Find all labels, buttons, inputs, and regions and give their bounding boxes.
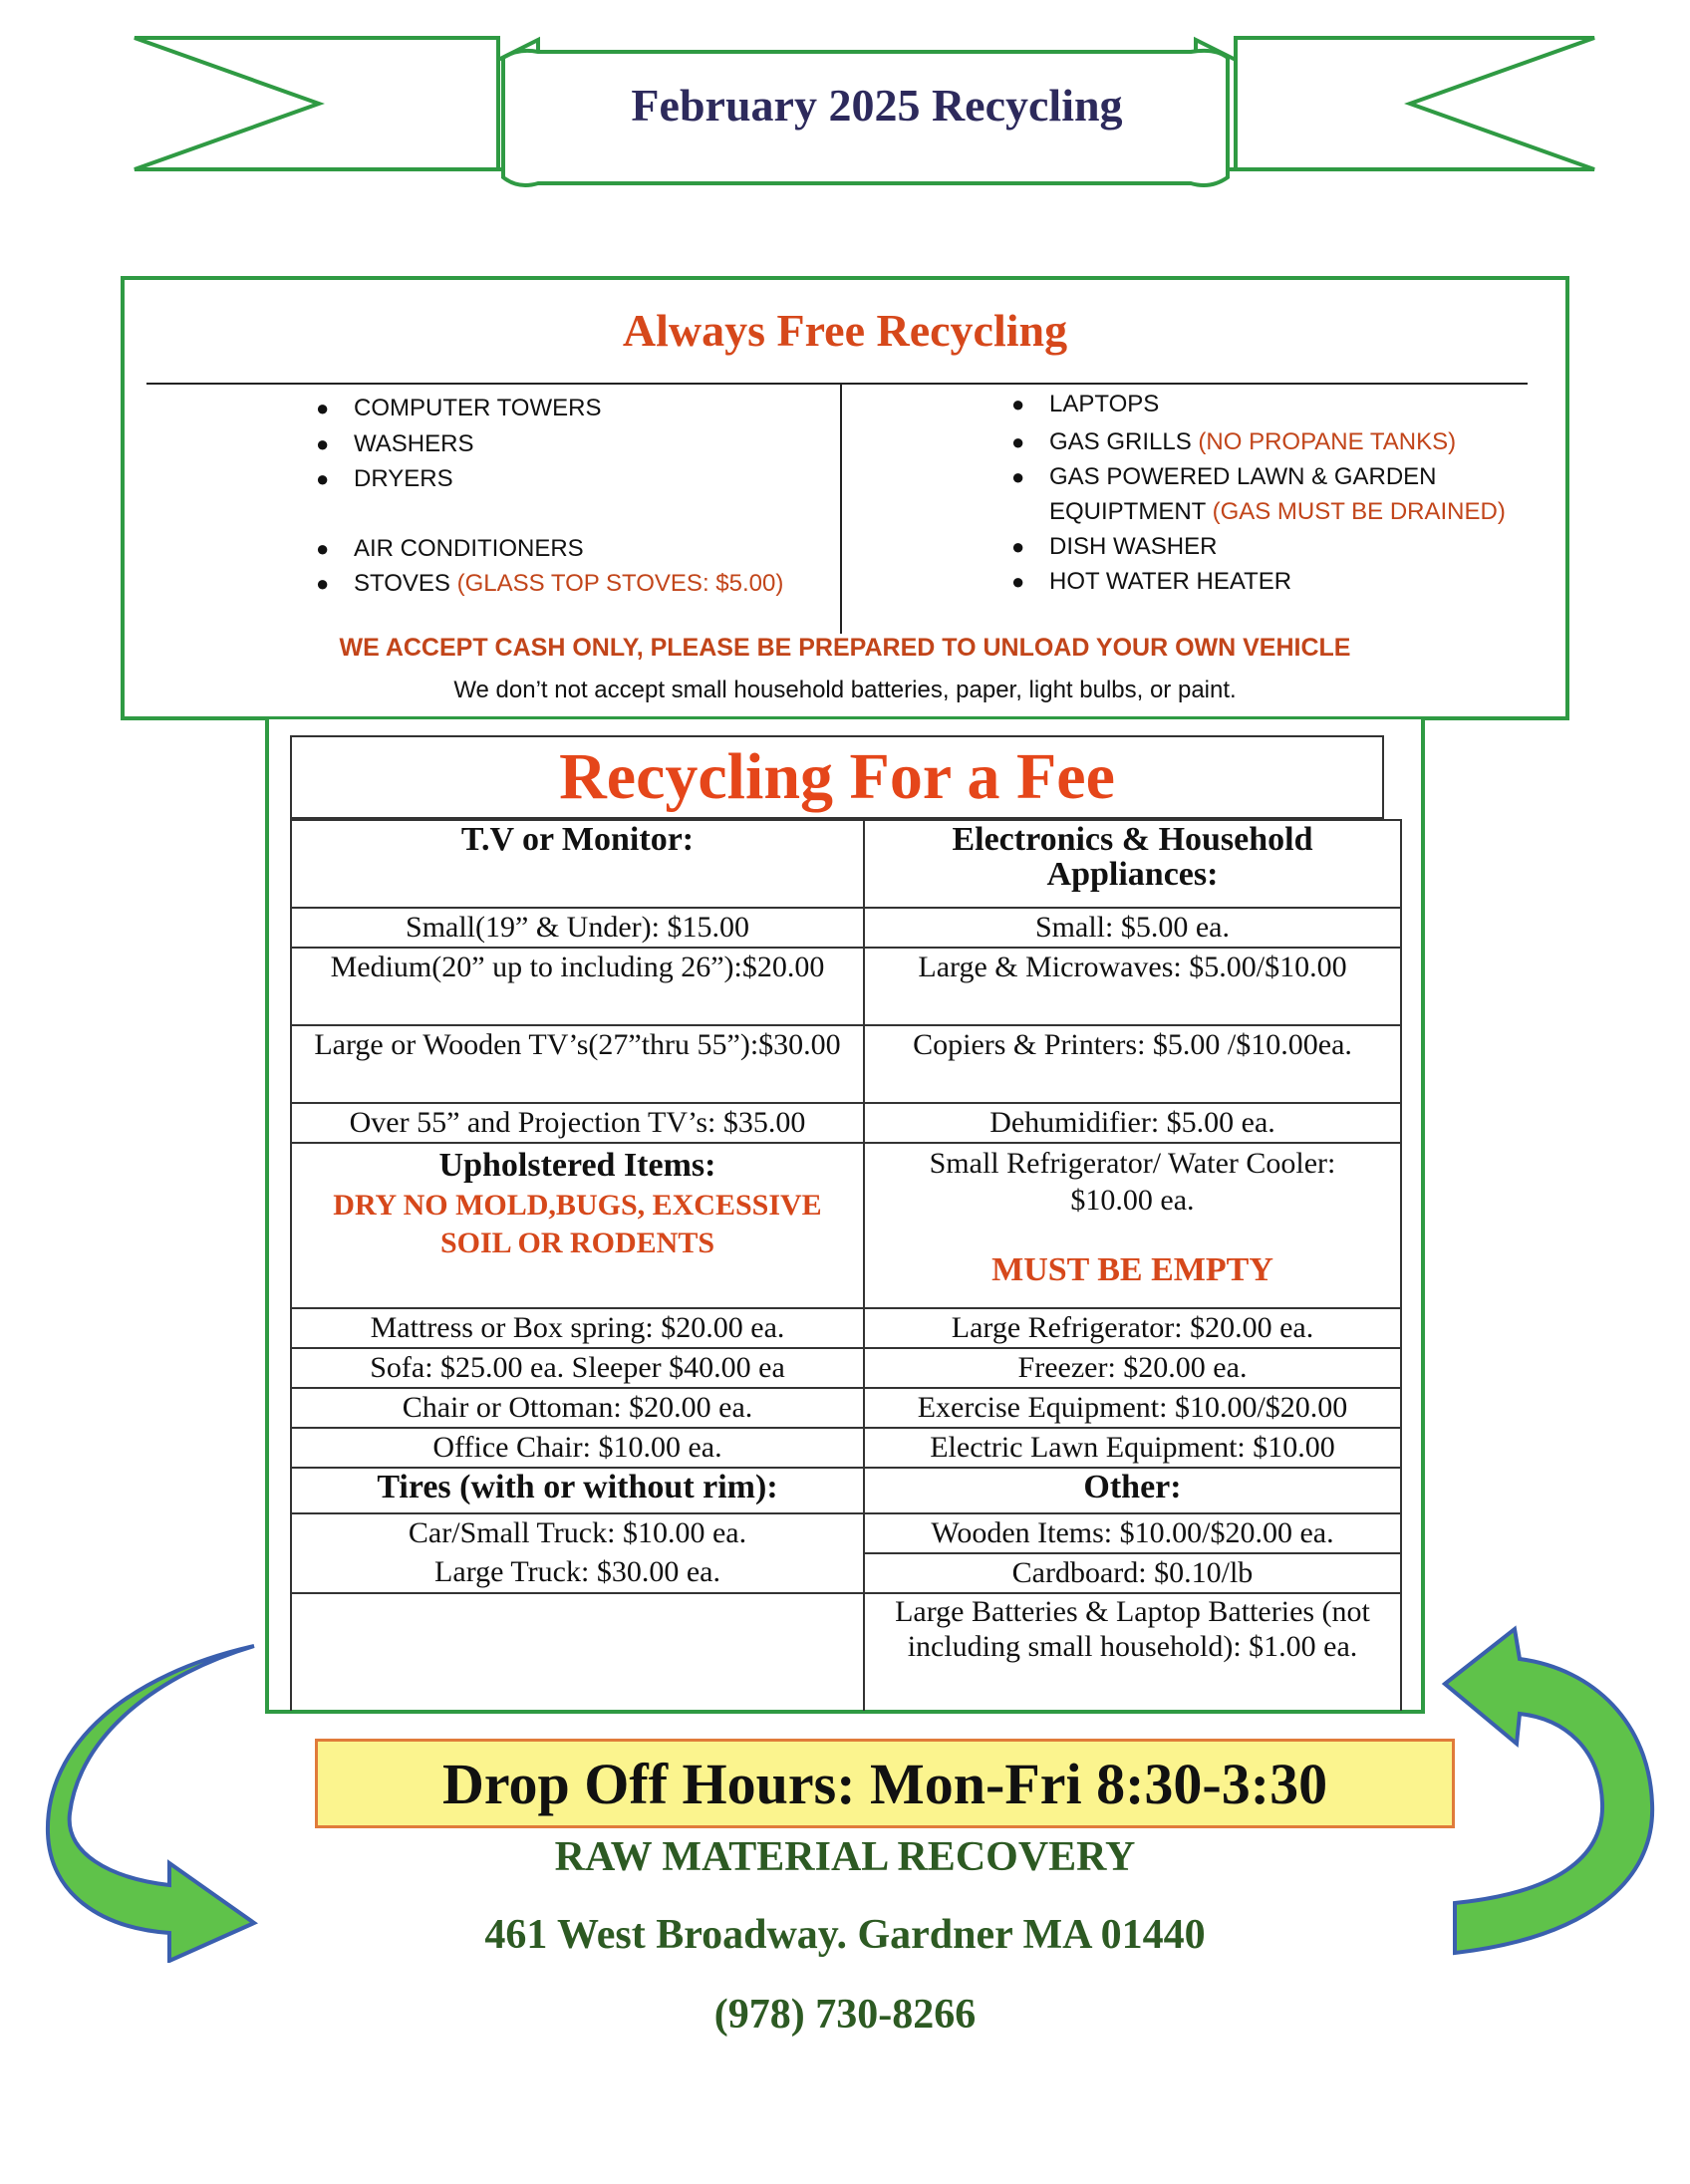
table-row	[291, 1553, 1401, 1593]
fee-recycling-title: Recycling For a Fee	[559, 740, 1115, 813]
drop-off-hours: Drop Off Hours: Mon-Fri 8:30-3:30	[315, 1739, 1455, 1828]
table-cell: Over 55” and Projection TV’s: $35.00	[291, 1103, 864, 1143]
table-cell: Freezer: $20.00 ea.	[864, 1348, 1401, 1388]
table-cell: Sofa: $25.00 ea. Sleeper $40.00 ea	[291, 1348, 864, 1388]
cash-only-note: WE ACCEPT CASH ONLY, PLEASE BE PREPARED TO UNLOAD YOUR OWN VEHICLE	[339, 634, 1351, 662]
table-row	[291, 1025, 1401, 1103]
other-header: Other:	[864, 1468, 1401, 1513]
table-row	[291, 1308, 1401, 1348]
table-cell: Small: $5.00 ea.	[864, 908, 1401, 948]
free-items-columns	[146, 383, 1528, 634]
table-cell: Large & Microwaves: $5.00/$10.00	[864, 948, 1401, 1025]
table-cell: Exercise Equipment: $10.00/$20.00	[864, 1388, 1401, 1428]
tires-header: Tires (with or without rim):	[291, 1468, 864, 1513]
free-recycling-title: Always Free Recycling	[622, 305, 1068, 356]
table-cell: Wooden Items: $10.00/$20.00 ea.	[864, 1513, 1401, 1553]
table-cell: Large Refrigerator: $20.00 ea.	[864, 1308, 1401, 1348]
table-row	[291, 1348, 1401, 1388]
table-cell: Large or Wooden TV’s(27”thru 55”):$30.00	[291, 1025, 864, 1103]
table-row	[291, 1428, 1401, 1468]
table-cell: Large Batteries & Laptop Batteries (not including small household): $1.00 ea.	[864, 1593, 1401, 1711]
company-phone: (978) 730-8266	[713, 1992, 977, 2038]
company-name: RAW MATERIAL RECOVERY	[554, 1834, 1136, 1880]
table-row	[291, 1513, 1401, 1553]
table-cell	[291, 1593, 864, 1711]
table-row	[291, 1388, 1401, 1428]
upholstered-header: Upholstered Items:	[438, 1147, 716, 1184]
table-cell: Mattress or Box spring: $20.00 ea.	[291, 1308, 864, 1348]
table-cell	[291, 1143, 864, 1308]
company-address: 461 West Broadway. Gardner MA 01440	[484, 1912, 1206, 1958]
page-title: February 2025 Recycling	[631, 79, 1123, 131]
table-cell: Small(19” & Under): $15.00	[291, 908, 864, 948]
table-cell: Office Chair: $10.00 ea.	[291, 1428, 864, 1468]
free-items-left: ● COMPUTER TOWERS ● WASHERS ● DRYERS ● AIR CONDITIONERS ● STOVES (GLASS TOP STOVES: $5.00)	[316, 395, 784, 597]
table-row	[291, 1593, 1401, 1711]
table-cell: Chair or Ottoman: $20.00 ea.	[291, 1388, 864, 1428]
table-row	[291, 1468, 1401, 1513]
fee-table	[290, 819, 1402, 1711]
table-cell: Large Truck: $30.00 ea.	[291, 1553, 864, 1593]
table-row	[291, 1103, 1401, 1143]
fee-title-box	[290, 735, 1384, 819]
must-be-empty-note: MUST BE EMPTY	[991, 1251, 1273, 1288]
upholstered-note: DRY NO MOLD,BUGS, EXCESSIVE SOIL OR RODENTS	[333, 1189, 822, 1259]
table-row	[291, 820, 1401, 908]
table-row	[291, 948, 1401, 1025]
table-cell: Dehumidifier: $5.00 ea.	[864, 1103, 1401, 1143]
not-accepted-note: We don’t not accept small household batteries, paper, light bulbs, or paint.	[453, 677, 1237, 703]
table-cell	[864, 1143, 1401, 1308]
table-cell: Electric Lawn Equipment: $10.00	[864, 1428, 1401, 1468]
table-cell: Cardboard: $0.10/lb	[864, 1553, 1401, 1593]
tv-header: T.V or Monitor:	[291, 820, 864, 908]
electronics-header: Electronics & Household Appliances:	[864, 820, 1401, 908]
small-refrigerator: Small Refrigerator/ Water Cooler: $10.00 ea.	[929, 1147, 1336, 1217]
table-row	[291, 908, 1401, 948]
table-cell: Copiers & Printers: $5.00 /$10.00ea.	[864, 1025, 1401, 1103]
free-recycling-section	[121, 276, 1569, 720]
table-cell: Medium(20” up to including 26”):$20.00	[291, 948, 864, 1025]
table-cell: Car/Small Truck: $10.00 ea.	[291, 1513, 864, 1553]
table-row	[291, 1143, 1401, 1308]
free-items-right: ● LAPTOPS ● GAS GRILLS (NO PROPANE TANKS) ● GAS POWERED LAWN & GARDEN EQUIPTMENT (GAS MUST BE DRAINED) ● DISH WASHER ● HOT WATER HEATER	[840, 385, 1530, 634]
